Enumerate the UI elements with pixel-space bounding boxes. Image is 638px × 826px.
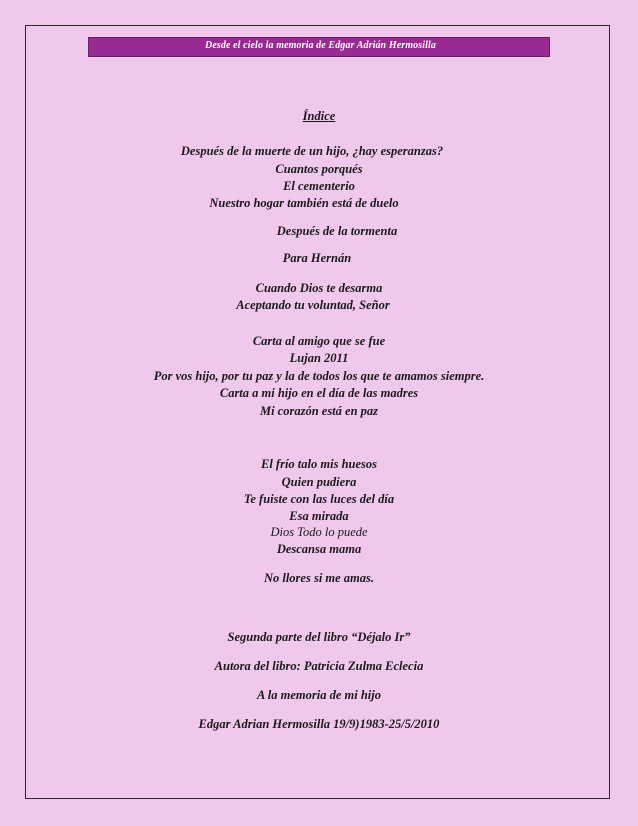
index-line: Edgar Adrian Hermosilla 19/9)1983-25/5/2010	[198, 717, 440, 731]
index-title: Índice	[302, 109, 336, 123]
header-text: Desde el cielo la memoria de Edgar Adrián Hermosilla	[205, 40, 436, 51]
index-line: Para Hernán	[282, 251, 352, 265]
index-line: Carta al amigo que se fue	[252, 334, 386, 348]
index-line: Dios Todo lo puede	[270, 525, 368, 539]
header-bar	[88, 37, 550, 57]
index-line: Lujan 2011	[289, 351, 349, 365]
index-line: Autora del libro: Patricia Zulma Eclecia	[214, 659, 424, 673]
index-line: Mi corazón está en paz	[259, 404, 379, 418]
index-line: Descansa mama	[276, 542, 362, 556]
index-line: El frío talo mis huesos	[261, 457, 377, 471]
index-line: Por vos hijo, por tu paz y la de todos los que te amamos siempre.	[153, 369, 485, 383]
index-line: No llores si me amas.	[263, 571, 375, 585]
index-line: Quien pudiera	[281, 475, 357, 489]
index-line: Segunda parte del libro “Déjalo Ir”	[227, 630, 411, 644]
index-line: Nuestro hogar también está de duelo	[209, 196, 399, 210]
index-line: Te fuiste con las luces del día	[243, 492, 395, 506]
index-line: A la memoria de mi hijo	[257, 688, 381, 702]
index-line: El cementerio	[283, 179, 355, 193]
index-line: Cuando Dios te desarma	[255, 281, 383, 295]
index-line: Después de la tormenta	[276, 224, 398, 238]
index-line: Carta a mi hijo en el día de las madres	[219, 386, 419, 400]
index-line: Esa mirada	[289, 509, 349, 523]
index-line: Cuantos porqués	[275, 162, 363, 176]
index-line: Después de la muerte de un hijo, ¿hay esperanzas?	[180, 144, 444, 158]
index-line: Aceptando tu voluntad, Señor	[236, 298, 390, 312]
